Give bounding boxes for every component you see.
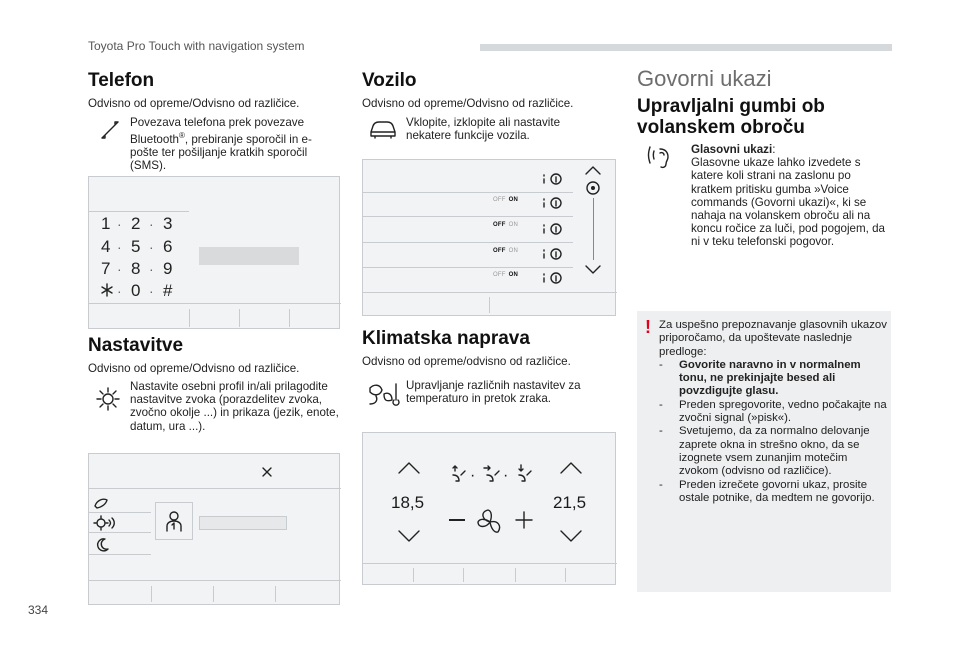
climate-fan-icon [366,380,402,408]
scroll-down-chevron-icon[interactable] [583,264,603,276]
temp-right-value: 21,5 [553,493,587,512]
nastavitve-desc: Nastavite osebni profil in/ali prilagodite nastavitve zvoka (porazdelitev zvoka, zvočno okolje ...) in prikaza (jezik, enote, datum, ura ...). [130,380,339,433]
key-4[interactable]: 4 [101,237,111,256]
display-settings-icon[interactable] [93,515,115,531]
night-mode-moon-icon[interactable] [94,537,110,553]
close-icon[interactable] [261,466,273,478]
temp-right-up-icon[interactable] [559,461,583,475]
note-content [659,319,887,505]
tip-4: - Preden izrečete govorni ukaz, prosite ostale potnike, da medtem ne govorijo. [659,478,875,504]
options-info-icon-4[interactable] [541,247,565,261]
vehicle-car-icon [368,118,398,140]
tip-2: - Preden spregovorite, vedno počakajte na zvočni signal (»pisk«). [659,398,887,425]
klima-desc: Upravljanje različnih nastavitev za temperaturo in pretok zraka. [406,379,581,406]
fan-speed-icon[interactable] [475,507,505,537]
audio-settings-icon[interactable] [93,494,109,510]
govorni-ukazi-title: Govorni ukazi [637,66,772,91]
airflow-feet-icon[interactable] [515,463,537,485]
klima-screen: 18,5 21,5 · · [362,432,616,585]
scroll-up-chevron-icon[interactable] [583,164,603,176]
star-icon[interactable] [99,282,115,298]
telefon-subtitle: Odvisno od opreme/Odvisno od različice. [88,97,300,110]
phone-icon [98,118,122,142]
profile-icon[interactable] [162,509,186,533]
klima-subtitle: Odvisno od opreme/odvisno od različice. [362,355,571,368]
key-0[interactable]: 0 [131,281,141,300]
scroll-position-icon[interactable] [585,180,601,196]
telefon-screen: 1 2 3 4 5 6 7 8 9 0 # · · · · · · · · [88,176,340,329]
temp-left-up-icon[interactable] [397,461,421,475]
nastavitve-subtitle: Odvisno od opreme/Odvisno od različice. [88,362,300,375]
vozilo-title: Vozilo [362,70,417,91]
temp-right-down-icon[interactable] [559,529,583,543]
airflow-windscreen-icon[interactable] [449,463,471,485]
key-hash[interactable]: # [163,281,173,300]
voice-desc: Glasovni ukazi: Glasovne ukaze lahko izvedete s katere koli strani na zaslonu po kratkem pritisku gumba »Voice commands (Govorni ukazi)«, ki se nahaja na volanskem obroču ali na koncu ročice za luči, pod pogojem, da ni v teku telefonski pogovor. [691,143,885,249]
nastavitve-title: Nastavitve [88,335,184,356]
manual-header: Toyota Pro Touch with navigation system [88,39,305,53]
nastavitve-screen [88,453,340,605]
vozilo-screen [362,159,616,316]
telefon-desc: Povezava telefona prek povezave Bluetooth®, prebiranje sporočil in e-pošte ter pošiljanje kratkih sporočil (SMS). [130,116,312,173]
switch-row-1[interactable]: OFF ON [493,197,519,203]
key-8[interactable]: 8 [131,259,141,278]
options-info-icon-3[interactable] [541,222,565,236]
klima-title: Klimatska naprava [362,328,530,349]
temp-left-down-icon[interactable] [397,529,421,543]
options-info-icon-1[interactable] [541,172,565,186]
airflow-face-icon[interactable] [481,463,503,485]
key-9[interactable]: 9 [163,259,173,278]
warning-mark-icon: ! [645,317,651,337]
govorni-subtitle: Upravljalni gumbi ob volanskem obroču [637,96,825,138]
switch-row-4[interactable]: OFF ON [493,272,519,278]
note-intro: Za uspešno prepoznavanje glasovnih ukazov priporočamo, da upoštevate naslednje predloge: [659,319,887,358]
switch-row-3[interactable]: OFF ON [493,248,519,254]
tip-1: - Govorite naravno in v normalnem tonu, ne prekinjajte besed ali povzdigujte glasu. [659,358,861,398]
key-1[interactable]: 1 [101,214,111,233]
key-3[interactable]: 3 [163,214,173,233]
header-bar [480,44,892,51]
key-6[interactable]: 6 [163,237,173,256]
settings-gear-icon [94,385,122,413]
switch-row-2[interactable]: OFF ON [493,222,519,228]
key-5[interactable]: 5 [131,237,141,256]
temp-left-value: 18,5 [391,493,425,512]
voice-command-icon [642,143,678,171]
fan-plus-icon[interactable] [515,511,533,529]
tip-3: - Svetujemo, da za normalno delovanje zaprete okna in strešno okno, da se izognete vsem zunanjim motečim zvokom (odvisno od različice). [659,425,870,478]
options-info-icon-5[interactable] [541,271,565,285]
key-7[interactable]: 7 [101,259,111,278]
telefon-title: Telefon [88,70,155,91]
voice-tips-note [637,311,891,592]
vozilo-desc: Vklopite, izklopite ali nastavite nekatere funkcije vozila. [406,116,561,143]
options-info-icon-2[interactable] [541,196,565,210]
vozilo-subtitle: Odvisno od opreme/Odvisno od različice. [362,97,574,110]
page-number: 334 [28,603,49,617]
key-2[interactable]: 2 [131,214,141,233]
